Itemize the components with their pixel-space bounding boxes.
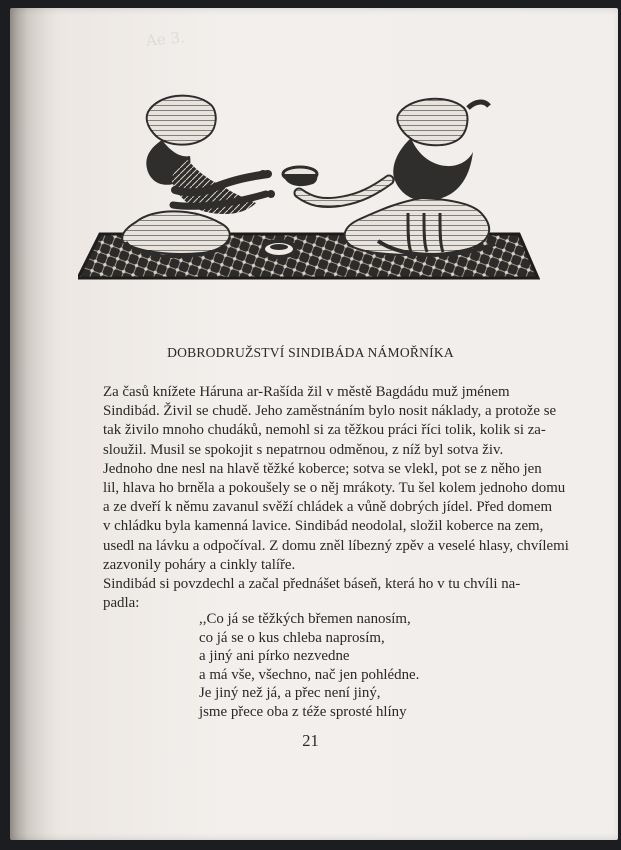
text-line: Jednoho dne nesl na hlavě těžké koberce; sotva se vlekl, pot se z něho jen	[103, 460, 542, 477]
text-line: v chládku byla kamenná lavice. Sindibád neodolal, složil koberce na zem,	[103, 518, 544, 535]
text-line: Sindibád. Živil se chudě. Jeho zaměstnáním bylo nosit náklady, a protože se	[103, 403, 557, 420]
paragraph-1	[103, 383, 570, 460]
page-gutter-shadow	[10, 8, 46, 840]
text-line: Za časů knížete Háruna ar-Rašída žil v městě Bagdádu muž jménem	[103, 384, 510, 400]
center-bowl	[263, 241, 295, 257]
chapter-title: DOBRODRUŽSTVÍ SINDIBÁDA NÁMOŘNÍKA	[167, 345, 454, 360]
poem-line: a jiný ani pírko nezvedne	[199, 648, 350, 665]
poem	[199, 610, 459, 722]
text-line: usedl na lávku a odpočíval. Z domu zněl líbezný zpěv a veselé hlasy, chvílemi	[103, 537, 569, 554]
poem-line: ,,Co já se těžkých břemen nanosím,	[199, 611, 411, 627]
faint-pencil-mark: Ae 3.	[145, 28, 186, 50]
text-line: zazvonily poháry a cinkly talíře.	[103, 556, 296, 573]
poem-line: jsme přece oba z téže sprosté hlíny	[199, 703, 407, 720]
page-number: 21	[302, 731, 319, 750]
paragraph-2	[103, 460, 570, 575]
left-seated-figure	[122, 96, 275, 257]
text-line: Sindibád si povzdechl a začal přednášet báseň, která ho v tu chvíli na-	[103, 576, 521, 593]
text-line: a ze dveří k němu zavanul svěží chládek a vůně dobrých jídel. Před domem	[103, 499, 553, 516]
paragraph-3	[103, 575, 570, 613]
story-text	[103, 383, 570, 613]
poem-line: a má vše, všechno, nač jen pohlédne.	[199, 666, 420, 683]
text-line: tak živilo mnoho chudáků, nemohl si za těžkou práci říci tolik, kolik si za-	[103, 422, 546, 439]
poem-line: Je jiný než já, a přec není jiný,	[199, 685, 381, 702]
text-line: padla:	[103, 595, 140, 612]
text-line: sloužil. Musil se spokojit s nepatrnou odměnou, z níž byl sotva živ.	[103, 441, 504, 458]
woodcut-illustration-two-figures	[78, 90, 540, 290]
right-seated-figure	[283, 99, 495, 255]
text-line: lil, hlava ho brněla a pokoušely se o něj mrákoty. Tu šel kolem jednoho domu	[103, 480, 566, 497]
poem-line: co já se o kus chleba naprosím,	[199, 629, 385, 646]
